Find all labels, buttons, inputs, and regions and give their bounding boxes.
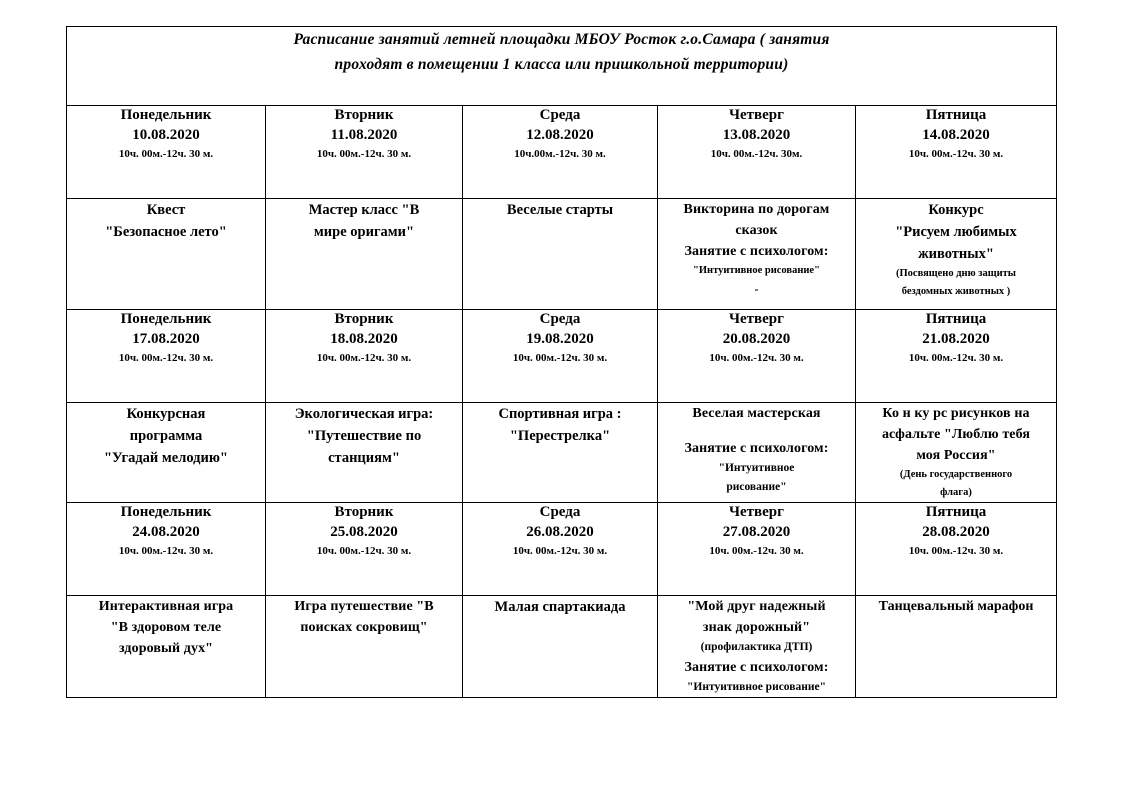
activity-line: знак дорожный": [702, 620, 811, 635]
day-time: 10ч. 00м.-12ч. 30 м.: [908, 352, 1004, 364]
activity-line: Экологическая игра:: [294, 406, 434, 422]
activity-line: (профилактика ДТП): [700, 641, 813, 653]
day-time: 10ч. 00м.-12ч. 30м.: [710, 148, 803, 160]
day-name: Пятница: [925, 504, 987, 520]
activity-line: Мастер класс "В: [308, 202, 420, 218]
activity-line: станциям": [328, 450, 400, 466]
date-cell-friday-week1: [856, 106, 1057, 199]
date-cell-wednesday-week3: [463, 503, 658, 596]
day-date: 27.08.2020: [722, 524, 791, 540]
day-time: 10ч. 00м.-12ч. 30 м.: [316, 352, 412, 364]
day-time: 10ч. 00м.-12ч. 30 м.: [908, 545, 1004, 557]
activity-line: животных": [918, 246, 994, 262]
date-cell-thursday-week1: [658, 106, 856, 199]
activity-line: рисование": [726, 481, 787, 493]
activity-line: "Рисуем любимых: [895, 224, 1017, 240]
activity-line: "Путешествие по: [306, 428, 422, 444]
activity-line: Викторина по дорогам: [683, 202, 830, 217]
day-time: 10ч. 00м.-12ч. 30 м.: [118, 545, 214, 557]
schedule-table: [66, 26, 1057, 698]
document-title-cell: [67, 27, 1057, 106]
day-name: Среда: [539, 504, 581, 520]
day-time: 10ч. 00м.-12ч. 30 м.: [316, 545, 412, 557]
day-date: 26.08.2020: [526, 524, 594, 540]
activity-line: флага): [940, 487, 972, 498]
date-cell-tuesday-week1: [266, 106, 463, 199]
day-date: 13.08.2020: [722, 127, 791, 143]
activity-line: Веселые старты: [506, 202, 614, 218]
activity-cell-wednesday-week1: [463, 199, 658, 310]
activity-line: "Интуитивное рисование": [693, 265, 820, 276]
date-cell-wednesday-week1: [463, 106, 658, 199]
activity-cell-wednesday-week2: [463, 403, 658, 503]
activity-line: программа: [129, 428, 203, 444]
day-name: Вторник: [334, 311, 394, 327]
date-cell-monday-week3: [67, 503, 266, 596]
activity-line: "Перестрелка": [509, 428, 611, 444]
day-date: 10.08.2020: [132, 127, 200, 143]
day-time: 10ч. 00м.-12ч. 30 м.: [512, 545, 608, 557]
day-name: Среда: [539, 107, 581, 123]
day-name: Вторник: [334, 107, 394, 123]
activity-line: Занятие с психологом:: [684, 660, 829, 675]
day-name: Среда: [539, 311, 581, 327]
activity-cell-thursday-week1: [658, 199, 856, 310]
activity-line: Конкурсная: [126, 406, 206, 422]
activity-line: (День государственного: [899, 469, 1013, 480]
activity-line: Спортивная игра :: [498, 406, 622, 422]
date-cell-monday-week1: [67, 106, 266, 199]
activity-line: "В здоровом теле: [110, 620, 222, 635]
activity-line: бездомных животных ): [901, 286, 1011, 297]
day-date: 11.08.2020: [330, 127, 398, 143]
activity-cell-monday-week3: [67, 596, 266, 698]
day-time: 10ч. 00м.-12ч. 30 м.: [316, 148, 412, 160]
activity-cell-monday-week2: [67, 403, 266, 503]
day-time: 10ч. 00м.-12ч. 30 м.: [709, 545, 804, 557]
activity-line: поисках сокровищ": [300, 620, 428, 635]
date-cell-friday-week3: [856, 503, 1057, 596]
activity-cell-tuesday-week3: [266, 596, 463, 698]
day-time: 10ч.00м.-12ч. 30 м.: [514, 148, 606, 160]
table-row-title: [67, 27, 1057, 106]
activity-cell-friday-week1: [856, 199, 1057, 310]
activity-cell-wednesday-week3: [463, 596, 658, 698]
day-date: 28.08.2020: [922, 524, 990, 540]
activity-line: моя Россия": [916, 448, 996, 463]
activity-cell-monday-week1: [67, 199, 266, 310]
day-time: 10ч. 00м.-12ч. 30 м.: [512, 352, 608, 364]
date-cell-wednesday-week2: [463, 310, 658, 403]
day-date: 12.08.2020: [526, 127, 594, 143]
table-row-dates-week3: [67, 503, 1057, 596]
date-cell-tuesday-week2: [266, 310, 463, 403]
day-date: 18.08.2020: [330, 331, 398, 347]
activity-line: Малая спартакиада: [494, 599, 626, 615]
day-time: 10ч. 00м.-12ч. 30 м.: [709, 352, 804, 364]
activity-cell-friday-week3: [856, 596, 1057, 698]
day-date: 19.08.2020: [526, 331, 594, 347]
date-cell-monday-week2: [67, 310, 266, 403]
day-name: Пятница: [925, 311, 987, 327]
day-name: Четверг: [729, 504, 784, 520]
day-date: 20.08.2020: [722, 331, 791, 347]
activity-line: Веселая мастерская: [692, 406, 821, 421]
activity-line: сказок: [735, 223, 778, 238]
activity-line: "Мой друг надежный: [687, 599, 826, 614]
date-cell-tuesday-week3: [266, 503, 463, 596]
activity-line: Квест: [146, 202, 186, 218]
activity-line: "Безопасное лето": [105, 224, 227, 240]
activity-line: мире оригами": [313, 224, 415, 240]
day-date: 25.08.2020: [330, 524, 398, 540]
day-name: Пятница: [925, 107, 987, 123]
activity-line: "Интуитивное: [718, 462, 795, 474]
day-time: 10ч. 00м.-12ч. 30 м.: [908, 148, 1004, 160]
day-name: Понедельник: [120, 311, 212, 327]
activity-cell-thursday-week3: [658, 596, 856, 698]
table-row-dates-week2: [67, 310, 1057, 403]
activity-line: "Угадай мелодию": [103, 450, 228, 466]
activity-line: Игра путешествие "В: [294, 599, 434, 614]
date-cell-thursday-week3: [658, 503, 856, 596]
day-name: Понедельник: [120, 504, 212, 520]
day-date: 14.08.2020: [922, 127, 990, 143]
activity-line: Занятие с психологом:: [684, 441, 829, 456]
day-name: Вторник: [334, 504, 394, 520]
activity-line: асфальте "Люблю тебя: [881, 427, 1031, 442]
table-row-activities-week1: [67, 199, 1057, 310]
day-date: 17.08.2020: [132, 331, 200, 347]
day-name: Понедельник: [120, 107, 212, 123]
day-date: 21.08.2020: [922, 331, 990, 347]
activity-line: -: [754, 282, 759, 296]
activity-line: здоровый дух": [118, 641, 214, 656]
day-name: Четверг: [729, 107, 784, 123]
activity-cell-friday-week2: [856, 403, 1057, 503]
activity-line: (Посвящено дню защиты: [896, 268, 1016, 279]
day-date: 24.08.2020: [132, 524, 200, 540]
date-cell-thursday-week2: [658, 310, 856, 403]
date-cell-friday-week2: [856, 310, 1057, 403]
activity-line: Танцевальный марафон: [878, 599, 1034, 614]
activity-line: Ко н ку рс рисунков на: [882, 406, 1030, 421]
title-line-2: проходят в помещении 1 класса или пришкольной территории): [334, 56, 789, 73]
activity-line: Интерактивная игра: [98, 599, 234, 614]
table-row-activities-week2: [67, 403, 1057, 503]
day-name: Четверг: [729, 311, 784, 327]
activity-line: "Интуитивное рисование": [687, 681, 826, 693]
title-line-1: Расписание занятий летней площадки МБОУ Росток г.о.Самара ( занятия: [293, 31, 830, 48]
activity-cell-tuesday-week1: [266, 199, 463, 310]
day-time: 10ч. 00м.-12ч. 30 м.: [118, 352, 214, 364]
activity-cell-tuesday-week2: [266, 403, 463, 503]
table-row-dates-week1: [67, 106, 1057, 199]
activity-line: Занятие с психологом:: [684, 244, 829, 259]
table-row-activities-week3: [67, 596, 1057, 698]
activity-line: Конкурс: [928, 202, 984, 218]
activity-cell-thursday-week2: [658, 403, 856, 503]
day-time: 10ч. 00м.-12ч. 30 м.: [118, 148, 214, 160]
